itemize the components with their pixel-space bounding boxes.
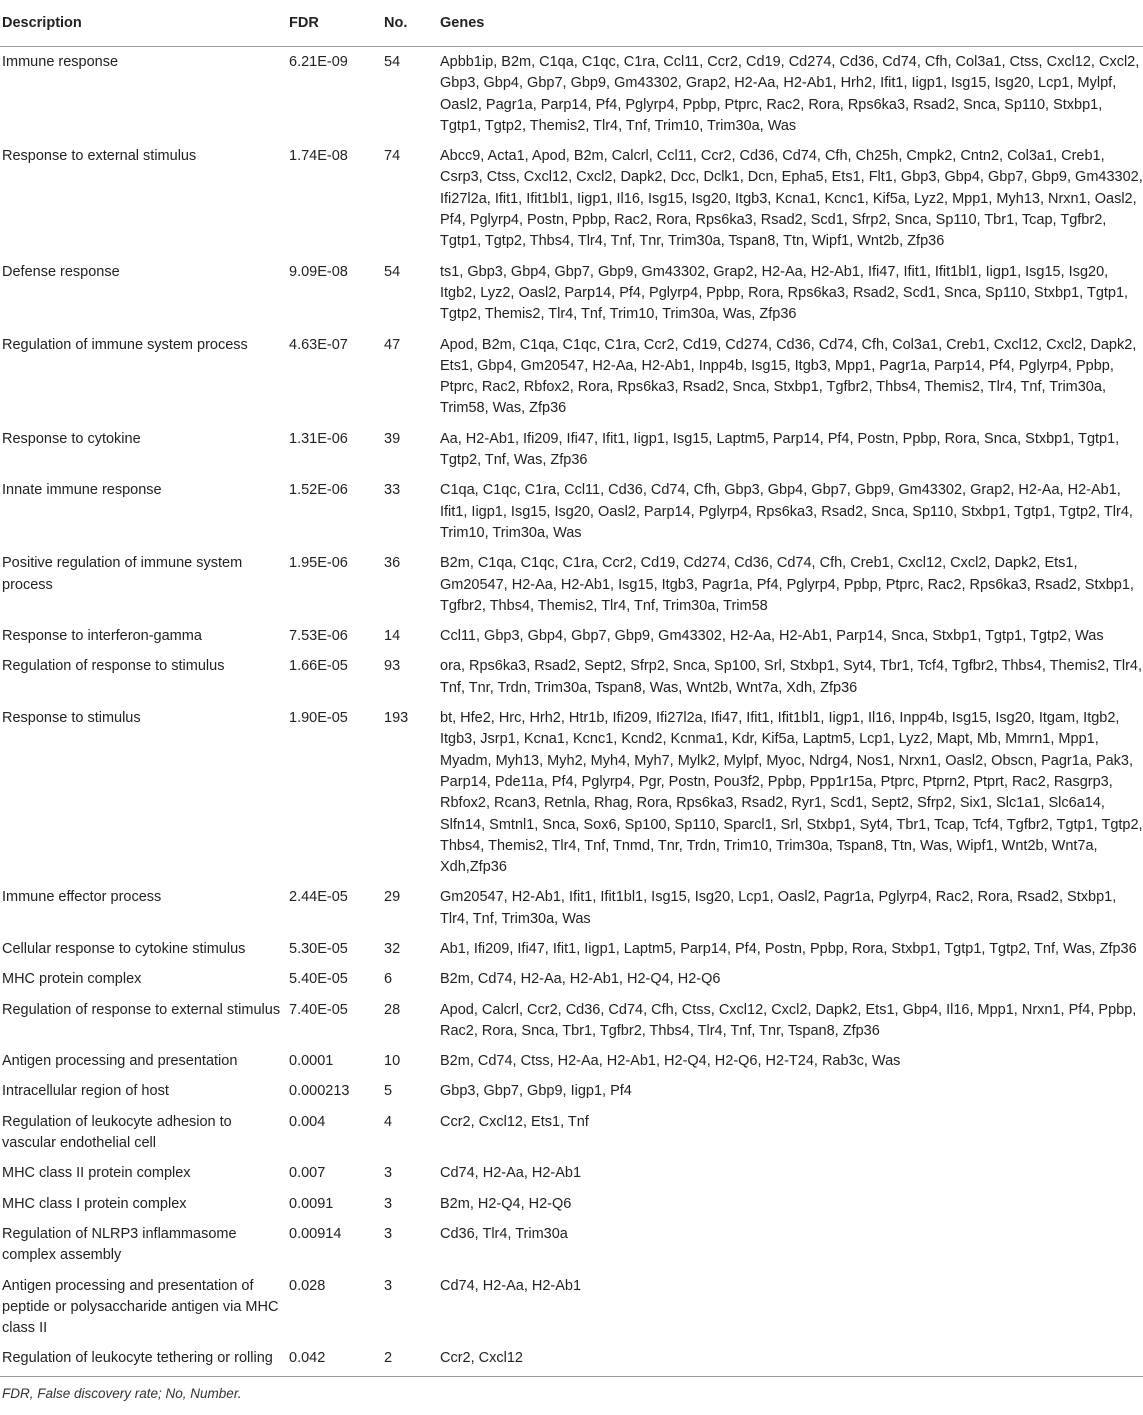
cell-genes: Cd36, Tlr4, Trim30a — [440, 1225, 568, 1242]
cell-no: 6 — [384, 971, 393, 988]
cell-no: 54 — [384, 263, 401, 280]
cell-genes: B2m, Cd74, Ctss, H2-Aa, H2-Ab1, H2-Q4, H2-Q6, H2-T24, Rab3c, Was — [440, 1053, 901, 1070]
cell-description: Immune response — [2, 54, 119, 70]
table-row — [0, 548, 1143, 621]
cell-description: Response to cytokine — [2, 430, 141, 447]
table-row — [0, 330, 1143, 424]
cell-genes: Apbb1ip, B2m, C1qa, C1qc, C1ra, Ccl11, Ccr2, Cd19, Cd274, Cd36, Cd74, Cfh, Col3a1, Ctss, Cxcl12, Cxcl2, Gbp3, Gbp4, Gbp7, Gbp9, Gm43302, Grap2, H2-Aa, H2-Ab1, Hrh2, Ifit1, Iigp1, Isg15, Isg20, Lcp1, Mylpf, Oasl2, Pagr1a, Parp14, Pf4, Pglyrp4, Ppbp, Ptprc, Rac2, Rora, Rps6ka3, Rsad2, Snca, Sp110, Stxbp1, Tgtp1, Tgtp2, Themis2, Tlr4, Tnf, Trim10, Trim30a, Was — [440, 54, 1140, 134]
table-row — [0, 257, 1143, 330]
table-footnote: FDR, False discovery rate; No, Number. — [2, 1385, 242, 1401]
cell-description: Regulation of NLRP3 inflammasome complex assembly — [2, 1225, 237, 1264]
cell-no: 3 — [384, 1225, 393, 1242]
cell-fdr: 0.028 — [289, 1277, 326, 1294]
cell-description: Regulation of response to stimulus — [2, 658, 225, 675]
header-fdr: FDR — [287, 6, 382, 47]
cell-no: 36 — [384, 555, 401, 572]
cell-description: MHC class I protein complex — [2, 1195, 187, 1212]
cell-genes: Ccr2, Cxcl12 — [438, 1343, 1143, 1376]
cell-no: 74 — [384, 148, 401, 165]
cell-fdr: 1.31E-06 — [289, 430, 348, 447]
table-row — [0, 1107, 1143, 1159]
table-row — [0, 141, 1143, 256]
cell-fdr: 0.042 — [287, 1343, 382, 1376]
cell-fdr: 1.74E-08 — [289, 148, 348, 165]
cell-genes: C1qa, C1qc, C1ra, Ccl11, Cd36, Cd74, Cfh, Gbp3, Gbp4, Gbp7, Gbp9, Gm43302, Grap2, H2-Aa, H2-Ab1, Ifit1, Iigp1, Isg15, Isg20, Oasl2, Parp14, Pglyrp4, Rps6ka3, Rsad2, Snca, Sp110, Stxbp1, Tgtp1, Tgtp2, Tlr4, Trim10, Trim30a, Was — [440, 482, 1133, 541]
cell-genes: Abcc9, Acta1, Apod, B2m, Calcrl, Ccl11, Ccr2, Cd36, Cd74, Cfh, Ch25h, Cmpk2, Cntn2, Col3a1, Creb1, Csrp3, Ctss, Cxcl12, Cxcl2, Dapk2, Dcc, Dclk1, Dcn, Epha5, Ets1, Flt1, Gbp3, Gbp4, Gbp7, Gbp9, Gm43302, Ifi27l2a, Ifit1, Ifit1bl1, Iigp1, Il16, Isg15, Isg20, Itgb3, Kcna1, Kcnc1, Kif5a, Lyz2, Mpp1, Myh13, Nrxn1, Oasl2, Pf4, Pglyrp4, Postn, Ppbp, Rac2, Rora, Rps6ka3, Rsad2, Scd1, Sfrp2, Snca, Sp110, Tbr1, Tcap, Tgfbr2, Tgtp1, Tgtp2, Thbs4, Tlr4, Tnf, Tnr, Trim30a, Tspan8, Ttn, Wipf1, Wnt2b, Zfp36 — [440, 148, 1143, 250]
table-row — [0, 1219, 1143, 1271]
table-row — [0, 1271, 1143, 1344]
cell-no: 47 — [384, 336, 401, 353]
cell-fdr: 0.0091 — [289, 1195, 334, 1212]
cell-genes: Ccr2, Cxcl12, Ets1, Tnf — [440, 1113, 589, 1130]
cell-no: 3 — [384, 1195, 393, 1212]
cell-genes: Ccl11, Gbp3, Gbp4, Gbp7, Gbp9, Gm43302, H2-Aa, H2-Ab1, Parp14, Snca, Stxbp1, Tgtp1, Tgtp2, Was — [440, 628, 1104, 645]
cell-description: Cellular response to cytokine stimulus — [2, 940, 246, 957]
table-row — [0, 934, 1143, 964]
cell-description: Response to external stimulus — [2, 148, 197, 165]
cell-genes: B2m, Cd74, H2-Aa, H2-Ab1, H2-Q4, H2-Q6 — [440, 971, 721, 988]
cell-fdr: 9.09E-08 — [289, 263, 348, 280]
cell-description: Intracellular region of host — [2, 1083, 169, 1100]
table-row — [0, 1189, 1143, 1219]
header-no: No. — [382, 6, 438, 47]
cell-description: Response to interferon-gamma — [2, 628, 202, 645]
cell-description: Regulation of response to external stimulus — [2, 1001, 281, 1018]
table-row — [0, 621, 1143, 651]
cell-fdr: 5.40E-05 — [289, 971, 348, 988]
cell-genes: Ab1, Ifi209, Ifi47, Ifit1, Iigp1, Laptm5, Parp14, Pf4, Postn, Ppbp, Rora, Stxbp1, Tgtp1, Tgtp2, Tnf, Was, Zfp36 — [440, 940, 1137, 957]
cell-genes: B2m, H2-Q4, H2-Q6 — [440, 1195, 572, 1212]
table-row — [0, 964, 1143, 994]
cell-no: 14 — [384, 628, 401, 645]
cell-genes: Apod, B2m, C1qa, C1qc, C1ra, Ccr2, Cd19, Cd274, Cd36, Cd74, Cfh, Col3a1, Creb1, Cxcl12, Cxcl2, Dapk2, Ets1, Gbp4, Gm20547, H2-Aa, H2-Ab1, Inpp4b, Isg15, Itgb3, Mpp1, Pagr1a, Parp14, Pf4, Pglyrp4, Ppbp, Ptprc, Rac2, Rbfox2, Rora, Rps6ka3, Rsad2, Snca, Stxbp1, Tgfbr2, Thbs4, Themis2, Tlr4, Tnf, Trim30a, Trim58, Was, Zfp36 — [440, 336, 1137, 417]
cell-genes: Gbp3, Gbp7, Gbp9, Iigp1, Pf4 — [440, 1083, 632, 1100]
cell-no: 193 — [384, 710, 409, 727]
cell-description: Regulation of leukocyte tethering or rolling — [0, 1343, 287, 1376]
cell-description: Defense response — [2, 263, 120, 280]
cell-description: Immune effector process — [2, 889, 162, 906]
cell-no: 93 — [384, 658, 401, 675]
cell-no: 32 — [384, 940, 401, 957]
cell-no: 5 — [384, 1083, 393, 1100]
cell-fdr: 4.63E-07 — [289, 336, 348, 353]
cell-description: Innate immune response — [2, 482, 162, 499]
cell-genes: Aa, H2-Ab1, Ifi209, Ifi47, Ifit1, Iigp1, Isg15, Laptm5, Parp14, Pf4, Postn, Ppbp, Rora, Snca, Stxbp1, Tgtp1, Tgtp2, Tnf, Was, Zfp36 — [440, 430, 1120, 469]
cell-no: 2 — [382, 1343, 438, 1376]
cell-fdr: 0.004 — [289, 1113, 326, 1130]
table-row — [0, 47, 1143, 142]
cell-description: MHC protein complex — [2, 971, 142, 988]
cell-no: 33 — [384, 482, 401, 499]
cell-genes: Apod, Calcrl, Ccr2, Cd36, Cd74, Cfh, Ctss, Cxcl12, Cxcl2, Dapk2, Ets1, Gbp4, Il16, Mpp1, Nrxn1, Pf4, Ppbp, Rac2, Rora, Snca, Tbr1, Tgfbr2, Thbs4, Tlr4, Tnf, Tnr, Tspan8, Zfp36 — [440, 1001, 1137, 1039]
table-row — [0, 703, 1143, 882]
cell-no: 10 — [384, 1053, 401, 1070]
cell-no: 4 — [384, 1113, 393, 1130]
cell-fdr: 1.90E-05 — [289, 710, 348, 727]
cell-fdr: 0.007 — [289, 1165, 326, 1182]
cell-genes: Gm20547, H2-Ab1, Ifit1, Ifit1bl1, Isg15, Isg20, Lcp1, Oasl2, Pagr1a, Pglyrp4, Rac2, Rora, Rsad2, Stxbp1, Tlr4, Tnf, Trim30a, Was — [440, 889, 1117, 927]
cell-fdr: 2.44E-05 — [289, 889, 348, 906]
cell-genes: Cd74, H2-Aa, H2-Ab1 — [440, 1277, 582, 1294]
cell-fdr: 7.40E-05 — [289, 1001, 348, 1018]
table-header-row — [0, 6, 1143, 47]
table-row — [0, 1076, 1143, 1106]
cell-description: Antigen processing and presentation of peptide or polysaccharide antigen via MHC class II — [2, 1277, 279, 1337]
cell-no: 39 — [384, 430, 401, 447]
cell-fdr: 1.52E-06 — [289, 482, 348, 499]
table-body — [0, 47, 1143, 1377]
cell-fdr: 5.30E-05 — [289, 940, 348, 957]
cell-fdr: 0.0001 — [289, 1053, 334, 1070]
cell-fdr: 0.00914 — [289, 1225, 342, 1242]
cell-no: 3 — [384, 1277, 393, 1294]
cell-description: MHC class II protein complex — [2, 1165, 191, 1182]
cell-fdr: 7.53E-06 — [289, 628, 348, 645]
table-row — [0, 1158, 1143, 1188]
cell-description: Antigen processing and presentation — [2, 1053, 238, 1070]
cell-no: 3 — [384, 1165, 393, 1182]
cell-no: 54 — [384, 54, 401, 70]
table-row — [0, 1343, 1143, 1376]
cell-no: 28 — [384, 1001, 401, 1018]
cell-no: 29 — [384, 889, 401, 906]
cell-description: Response to stimulus — [2, 710, 141, 727]
cell-genes: Cd74, H2-Aa, H2-Ab1 — [440, 1165, 582, 1182]
cell-description: Regulation of immune system process — [2, 336, 248, 353]
cell-genes: bt, Hfe2, Hrc, Hrh2, Htr1b, Ifi209, Ifi27l2a, Ifi47, Ifit1, Ifit1bl1, Iigp1, Il16, Inpp4b, Isg15, Isg20, Itgam, Itgb2, Itgb3, Jsrp1, Kcna1, Kcnc1, Kcnd2, Kcnma1, Kdr, Kif5a, Laptm5, Lcp1, Lyz2, Mapt, Mb, Mmrn1, Mpp1, Myadm, Myh13, Myh2, Myh4, Myh7, Mylk2, Mylpf, Myoc, Ndrg4, Nos1, Nrxn1, Oasl2, Obscn, Pagr1a, Pak3, Parp14, Pde11a, Pf4, Pglyrp4, Pgr, Postn, Pou3f2, Ppbp, Ppp1r15a, Ptprc, Ptprn2, Ptprt, Rac2, Rasgrp3, Rbfox2, Rcan3, Retnla, Rhag, Rora, Rps6ka3, Rsad2, Ryr1, Scd1, Sept2, Sfrp2, Six1, Slc1a1, Slc6a14, Slfn14, Smtnl1, Snca, Sox6, Sp100, Sp110, Sparcl1, Srl, Stxbp1, Syt4, Tbr1, Tcap, Tcf4, Tgfbr2, Tgtp1, Tgtp2, Thbs4, Themis2, Tlr4, Tnf, Tnmd, Tnr, Trdn, Trim10, Trim30a, Tspan8, Ttn, Was, Wipf1, Wnt2b, Wnt7a, Xdh,Zfp36 — [440, 710, 1143, 876]
table-row — [0, 1046, 1143, 1076]
cell-genes: B2m, C1qa, C1qc, C1ra, Ccr2, Cd19, Cd274, Cd36, Cd74, Cfh, Creb1, Cxcl12, Cxcl2, Dapk2, Ets1, Gm20547, H2-Aa, H2-Ab1, Isg15, Itgb3, Pagr1a, Pf4, Pglyrp4, Ppbp, Ptprc, Rac2, Rps6ka3, Rsad2, Stxbp1, Tgfbr2, Thbs4, Themis2, Tlr4, Tnf, Trim30a, Trim58 — [440, 555, 1134, 614]
table-row — [0, 882, 1143, 934]
table-row — [0, 424, 1143, 476]
table-row — [0, 651, 1143, 703]
cell-fdr: 0.000213 — [289, 1083, 350, 1100]
cell-description: Regulation of leukocyte adhesion to vascular endothelial cell — [2, 1113, 232, 1152]
cell-genes: ora, Rps6ka3, Rsad2, Sept2, Sfrp2, Snca, Sp100, Srl, Stxbp1, Syt4, Tbr1, Tcf4, Tgfbr2, Thbs4, Themis2, Tlr4, Tnf, Tnr, Trdn, Trim30a, Tspan8, Was, Wnt2b, Wnt7a, Xdh, Zfp36 — [440, 658, 1143, 696]
cell-genes: ts1, Gbp3, Gbp4, Gbp7, Gbp9, Gm43302, Grap2, H2-Aa, H2-Ab1, Ifi47, Ifit1, Ifit1bl1, Iigp1, Isg15, Isg20, Itgb2, Lyz2, Oasl2, Parp14, Pf4, Pglyrp4, Ppbp, Rora, Rps6ka3, Rsad2, Scd1, Snca, Sp110, Stxbp1, Tgtp1, Tgtp2, Themis2, Tlr4, Tnf, Trim10, Trim30a, Was, Zfp36 — [440, 263, 1129, 323]
cell-fdr: 1.95E-06 — [289, 555, 348, 572]
header-description: Description — [0, 6, 287, 47]
cell-fdr: 1.66E-05 — [289, 658, 348, 675]
header-genes: Genes — [438, 6, 1143, 47]
cell-description: Positive regulation of immune system process — [2, 555, 243, 593]
cell-fdr: 6.21E-09 — [289, 54, 348, 70]
enrichment-table — [0, 6, 1143, 1377]
table-row — [0, 475, 1143, 548]
table-row — [0, 995, 1143, 1047]
